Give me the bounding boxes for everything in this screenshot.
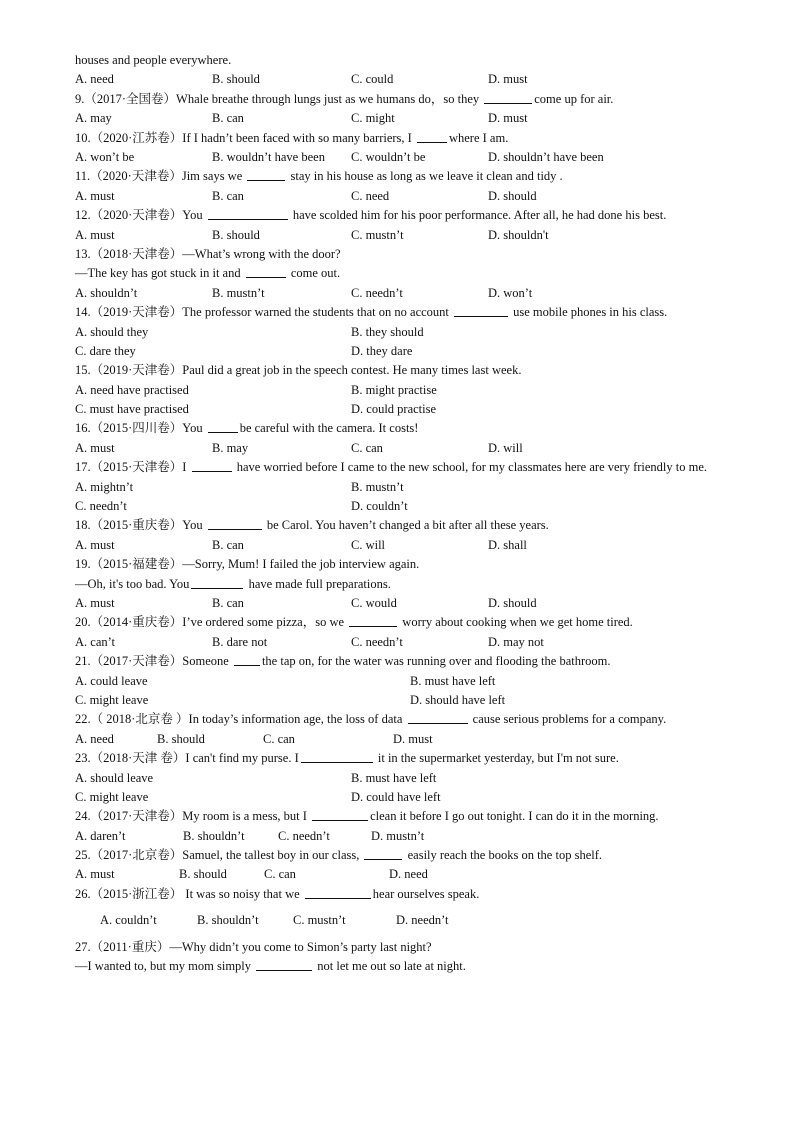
options-row xyxy=(75,672,721,691)
answer-blank xyxy=(246,265,286,278)
option-b: B. can xyxy=(212,188,244,203)
answer-blank xyxy=(234,653,260,666)
stem-text: —The key has got stuck in it and xyxy=(75,266,244,281)
options-row xyxy=(75,497,721,516)
option-a: A. should they xyxy=(75,324,149,339)
option-b: B. can xyxy=(212,537,244,552)
stem-text: worry about cooking when we get home tired. xyxy=(399,615,633,630)
question-number: 11. xyxy=(75,169,91,184)
option-b: B. wouldn’t have been xyxy=(212,149,325,164)
options-row xyxy=(75,633,721,652)
stem-text: —Sorry, Mum! I failed the job interview again. xyxy=(182,557,420,572)
option-a: A. must xyxy=(75,440,115,455)
option-d: D. will xyxy=(488,440,523,455)
option-c: C. might leave xyxy=(75,692,149,707)
options-row xyxy=(75,381,721,400)
stem-text: the tap on, for the water was running over and flooding the bathroom. xyxy=(261,654,611,669)
stem-text: —I wanted to, but my mom simply xyxy=(75,959,255,974)
question-number: 10. xyxy=(75,130,91,145)
option-d: D. needn’t xyxy=(396,913,449,928)
option-c: C. needn’t xyxy=(75,499,127,514)
option-a: A. won’t be xyxy=(75,149,135,164)
option-d: D. shouldn’t have been xyxy=(488,149,604,164)
option-c: C. mustn’t xyxy=(293,913,346,928)
option-a: A. must xyxy=(75,595,115,610)
question-stem xyxy=(75,957,721,976)
option-b: B. shouldn’t xyxy=(197,913,259,928)
question-stem xyxy=(75,419,721,438)
question-number: 20. xyxy=(75,615,91,630)
answer-blank xyxy=(247,168,285,181)
option-c: C. dare they xyxy=(75,343,136,358)
answer-blank xyxy=(192,459,232,472)
stem-text: Someone xyxy=(182,654,232,669)
stem-text: If I hadn’t been faced with so many barriers, I xyxy=(182,130,415,145)
option-a: A. must xyxy=(75,867,115,882)
question-number: 17. xyxy=(75,460,91,475)
question-source: （2015·福建卷） xyxy=(90,557,183,572)
question-number: 15. xyxy=(75,363,91,378)
option-c: C. must have practised xyxy=(75,402,189,417)
stem-text: —Why didn’t you come to Simon’s party last night? xyxy=(169,939,432,954)
question-number: 19. xyxy=(75,557,91,572)
question-source: （2015·天津卷） xyxy=(90,460,183,475)
option-b: B. mustn’t xyxy=(351,479,404,494)
stem-text: be careful with the camera. It costs! xyxy=(239,421,419,436)
option-b: B. they should xyxy=(351,324,424,339)
question-stem xyxy=(75,652,721,671)
stem-text: My room is a mess, but I xyxy=(182,809,311,824)
options-row xyxy=(75,911,721,930)
option-a: A. mightn’t xyxy=(75,479,134,494)
stem-text: I’ve ordered some pizza，so we xyxy=(182,615,348,630)
option-c: C. can xyxy=(263,731,295,746)
option-c: C. needn’t xyxy=(351,634,403,649)
stem-text: I can't find my purse. I xyxy=(185,751,299,766)
stem-text: come out. xyxy=(287,266,341,281)
stem-text: Whale breathe through lungs just as we humans do，so they xyxy=(176,91,483,106)
options-row xyxy=(75,226,721,245)
answer-blank xyxy=(417,130,447,143)
option-a: A. could leave xyxy=(75,673,148,688)
options-row xyxy=(75,342,721,361)
options-row xyxy=(75,594,721,613)
stem-text: houses and people everywhere. xyxy=(75,53,232,67)
answer-blank xyxy=(408,711,468,724)
option-a: A. couldn’t xyxy=(100,913,157,928)
question-stem xyxy=(75,90,721,109)
option-b: B. can xyxy=(212,111,244,126)
answer-blank xyxy=(349,614,397,627)
question-number: 27. xyxy=(75,939,91,954)
stem-text: come up for air. xyxy=(534,91,614,106)
option-b: B. should xyxy=(179,867,227,882)
question-source: （2018·天津 卷） xyxy=(90,751,186,766)
question-stem xyxy=(75,555,721,574)
option-d: D. should xyxy=(488,595,537,610)
option-d: D. won’t xyxy=(488,285,533,300)
options-row xyxy=(75,691,721,710)
question-stem xyxy=(75,129,721,148)
stem-text: It was so noisy that we xyxy=(182,886,303,901)
option-b: B. mustn’t xyxy=(212,285,265,300)
question-number: 23. xyxy=(75,751,91,766)
question-number: 9. xyxy=(75,91,85,106)
option-d: D. could have left xyxy=(351,789,441,804)
question-stem xyxy=(75,361,721,380)
stem-text: You xyxy=(182,518,206,533)
option-a: A. should leave xyxy=(75,770,154,785)
stem-text: have made full preparations. xyxy=(245,576,391,591)
option-a: A. must xyxy=(75,227,115,242)
stem-text: easily reach the books on the top shelf. xyxy=(404,848,603,863)
question-stem xyxy=(75,575,721,594)
option-a: A. must xyxy=(75,188,115,203)
question-source: （2017·全国卷） xyxy=(84,91,177,106)
options-row xyxy=(75,788,721,807)
options-row xyxy=(75,284,721,303)
answer-blank xyxy=(208,517,262,530)
question-source: （2020·江苏卷） xyxy=(90,130,183,145)
option-b: B. should xyxy=(212,227,260,242)
question-number: 12. xyxy=(75,208,91,223)
stem-text: be Carol. You haven’t changed a bit after all these years. xyxy=(263,518,549,533)
answer-blank xyxy=(484,91,532,104)
option-d: D. shall xyxy=(488,537,527,552)
option-b: B. should xyxy=(212,72,260,87)
question-stem xyxy=(75,749,721,768)
stem-text: use mobile phones in his class. xyxy=(510,305,668,320)
question-stem xyxy=(75,167,721,186)
option-d: D. should xyxy=(488,188,537,203)
question-number: 18. xyxy=(75,518,91,533)
stem-text: Paul did a great job in the speech contest. He many times last week. xyxy=(182,363,522,378)
option-d: D. mustn’t xyxy=(371,828,425,843)
stem-text: not let me out so late at night. xyxy=(314,959,466,974)
option-d: D. must xyxy=(488,72,528,87)
options-row xyxy=(75,865,721,884)
option-a: A. can’t xyxy=(75,634,116,649)
option-c: C. needn’t xyxy=(278,828,330,843)
option-a: A. need xyxy=(75,72,114,87)
question-source: （2015·浙江卷） xyxy=(90,886,183,901)
option-d: D. could practise xyxy=(351,402,437,417)
stem-text: have scolded him for his poor performance. After all, he had done his best. xyxy=(289,208,667,223)
question-stem xyxy=(75,458,721,477)
stem-text: have worried before I came to the new school, for my classmates here are very friendly to me. xyxy=(233,460,708,475)
question-source: （2011·重庆） xyxy=(90,939,170,954)
option-c: C. would xyxy=(351,595,397,610)
question-stem xyxy=(75,846,721,865)
question-list xyxy=(75,51,721,976)
option-b: B. may xyxy=(212,440,249,455)
option-c: C. wouldn’t be xyxy=(351,149,426,164)
option-b: B. might practise xyxy=(351,382,437,397)
option-b: B. must have left xyxy=(351,770,437,785)
stem-text: —What’s wrong with the door? xyxy=(182,246,341,261)
option-a: A. must xyxy=(75,537,115,552)
question-stem xyxy=(75,51,721,70)
stem-text: hear ourselves speak. xyxy=(372,886,480,901)
question-number: 25. xyxy=(75,848,91,863)
question-source: （2019·天津卷） xyxy=(90,363,183,378)
option-b: B. dare not xyxy=(212,634,268,649)
option-b: B. should xyxy=(157,731,205,746)
answer-blank xyxy=(305,886,371,899)
question-source: （2019·天津卷） xyxy=(90,305,183,320)
option-d: D. they dare xyxy=(351,343,413,358)
options-row xyxy=(75,536,721,555)
option-c: C. could xyxy=(351,72,394,87)
option-d: D. should have left xyxy=(410,692,506,707)
question-stem xyxy=(75,938,721,957)
option-c: C. need xyxy=(351,188,390,203)
options-row xyxy=(75,323,721,342)
stem-text: You xyxy=(182,421,206,436)
option-d: D. may not xyxy=(488,634,544,649)
option-d: D. couldn’t xyxy=(351,499,408,514)
option-c: C. will xyxy=(351,537,386,552)
question-source: （ 2018·北京卷 ） xyxy=(90,712,189,727)
question-number: 21. xyxy=(75,654,91,669)
options-row xyxy=(75,148,721,167)
question-number: 22. xyxy=(75,712,91,727)
option-d: D. need xyxy=(389,867,428,882)
options-row xyxy=(75,730,721,749)
question-source: （2017·天津卷） xyxy=(90,654,183,669)
question-number: 24. xyxy=(75,809,91,824)
question-source: （2017·天津卷） xyxy=(90,809,183,824)
option-a: A. need xyxy=(75,731,114,746)
answer-blank xyxy=(364,847,402,860)
stem-text: it in the supermarket yesterday, but I'm not sure. xyxy=(374,751,619,766)
stem-text: cause serious problems for a company. xyxy=(469,712,667,727)
stem-text: —Oh, it's too bad. You xyxy=(75,576,190,591)
question-stem xyxy=(75,245,721,264)
option-c: C. can xyxy=(351,440,383,455)
options-row xyxy=(75,827,721,846)
question-stem xyxy=(75,303,721,322)
stem-text: stay in his house as long as we leave it clean and tidy . xyxy=(287,169,563,184)
stem-text: In today’s information age, the loss of data xyxy=(188,712,406,727)
option-b: B. shouldn’t xyxy=(183,828,245,843)
answer-blank xyxy=(454,304,508,317)
option-c: C. mustn’t xyxy=(351,227,404,242)
question-number: 13. xyxy=(75,246,91,261)
question-source: （2015·重庆卷） xyxy=(90,518,183,533)
option-b: B. can xyxy=(212,595,244,610)
question-source: （2020·天津卷） xyxy=(90,169,182,184)
option-c: C. can xyxy=(264,867,296,882)
question-source: （2014·重庆卷） xyxy=(90,615,183,630)
answer-blank xyxy=(312,808,368,821)
option-d: D. shouldn't xyxy=(488,227,549,242)
answer-blank xyxy=(256,958,312,971)
option-d: D. must xyxy=(488,111,528,126)
options-row xyxy=(75,769,721,788)
question-source: （2018·天津卷） xyxy=(90,246,183,261)
stem-text: Samuel, the tallest boy in our class, xyxy=(182,848,363,863)
option-c: C. needn’t xyxy=(351,285,403,300)
option-d: D. must xyxy=(393,731,433,746)
options-row xyxy=(75,187,721,206)
question-stem xyxy=(75,710,721,729)
option-c: C. might xyxy=(351,111,395,126)
options-row xyxy=(75,439,721,458)
answer-blank xyxy=(208,420,238,433)
question-stem xyxy=(75,807,721,826)
option-a: A. need have practised xyxy=(75,382,189,397)
question-stem xyxy=(75,613,721,632)
answer-blank xyxy=(208,207,288,220)
answer-blank xyxy=(191,576,243,589)
question-number: 26. xyxy=(75,886,91,901)
option-b: B. must have left xyxy=(410,673,496,688)
question-number: 14. xyxy=(75,305,91,320)
option-c: C. might leave xyxy=(75,789,149,804)
question-source: （2017·北京卷） xyxy=(90,848,183,863)
options-row xyxy=(75,109,721,128)
stem-text: You xyxy=(182,208,206,223)
question-number: 16. xyxy=(75,421,91,436)
question-source: （2020·天津卷） xyxy=(90,208,183,223)
stem-text: I xyxy=(182,460,190,475)
stem-text: clean it before I go out tonight. I can do it in the morning. xyxy=(370,809,659,824)
options-row xyxy=(75,478,721,497)
options-row xyxy=(75,400,721,419)
option-a: A. may xyxy=(75,111,112,126)
question-stem xyxy=(75,885,721,904)
stem-text: where I am. xyxy=(448,130,509,145)
answer-blank xyxy=(301,750,373,763)
question-stem xyxy=(75,516,721,535)
options-row xyxy=(75,70,721,89)
question-stem xyxy=(75,206,721,225)
option-a: A. shouldn’t xyxy=(75,285,138,300)
question-source: （2015·四川卷） xyxy=(90,421,183,436)
stem-text: The professor warned the students that on no account xyxy=(182,305,453,320)
stem-text: Jim says we xyxy=(181,169,246,184)
option-a: A. daren’t xyxy=(75,828,126,843)
question-stem xyxy=(75,264,721,283)
